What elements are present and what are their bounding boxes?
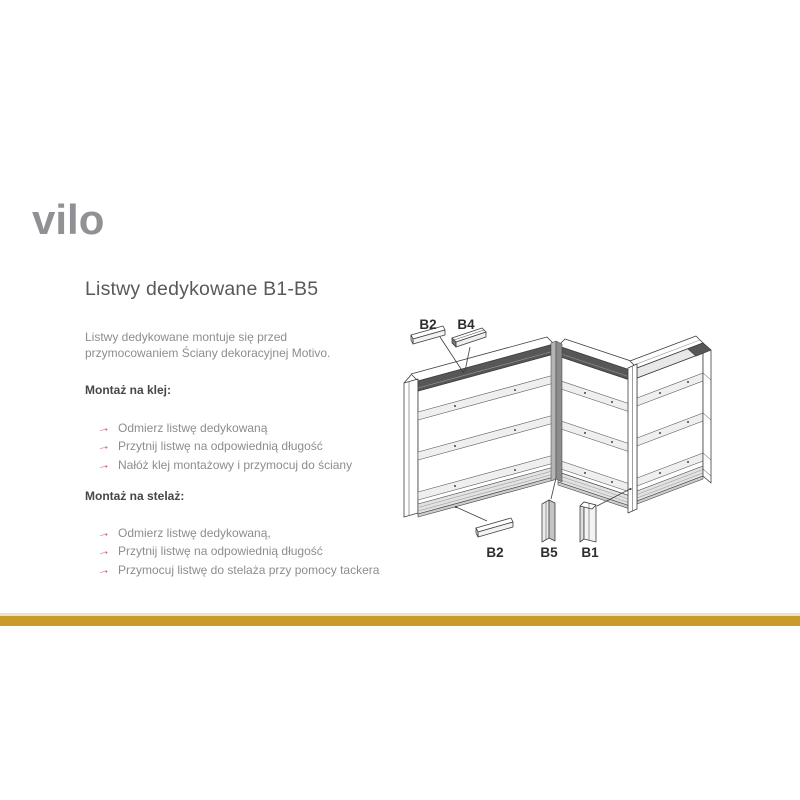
list-item <box>97 419 407 437</box>
leader-line <box>551 478 556 499</box>
arrow-bullet-icon: → <box>95 524 111 541</box>
screw-dot <box>687 461 689 463</box>
intro-line-1: Listwy dedykowane montuje się przed <box>85 330 288 344</box>
list-item <box>97 524 407 542</box>
arrow-bullet-icon: → <box>95 437 111 455</box>
label-b4-top: B4 <box>457 317 475 332</box>
label-b5-bottom: B5 <box>540 545 558 560</box>
screw-dot <box>514 389 516 391</box>
screw-dot <box>514 429 516 431</box>
arrow-bullet-icon: → <box>95 560 111 578</box>
glue-steps-list <box>97 419 407 474</box>
screw-dot <box>584 432 586 434</box>
accent-bar <box>0 616 800 626</box>
left-wall-end-cap <box>404 379 418 517</box>
screw-dot <box>514 469 516 471</box>
screw-dot <box>454 405 456 407</box>
leader-dot <box>455 506 457 508</box>
piece-b1 <box>580 502 596 542</box>
section-heading-glue: Montaż na klej: <box>85 383 172 397</box>
screw-dot <box>659 432 661 434</box>
intro-paragraph <box>85 329 385 361</box>
screw-dot <box>687 381 689 383</box>
screw-dot <box>659 472 661 474</box>
list-item <box>97 456 407 474</box>
screw-dot <box>611 441 613 443</box>
list-item-label: Przytnij listwę na odpowiednią długość <box>118 544 323 559</box>
list-item-label: Odmierz listwę dedykowaną <box>118 421 268 435</box>
list-item <box>97 542 407 560</box>
list-item <box>97 561 407 579</box>
screw-dot <box>659 392 661 394</box>
screw-dot <box>611 481 613 483</box>
intro-line-2: przymocowaniem Ściany dekoracyjnej Motivo. <box>85 346 331 360</box>
inside-corner-strip <box>556 341 562 482</box>
screw-dot <box>454 485 456 487</box>
list-item-label: Przytnij listwę na odpowiednią długość <box>118 439 323 454</box>
label-b1-bottom: B1 <box>581 545 599 560</box>
screw-dot <box>584 472 586 474</box>
screw-dot <box>584 392 586 394</box>
list-item-label: Przymocuj listwę do stelaża przy pomocy tackera <box>118 562 380 577</box>
section-heading-frame: Montaż na stelaż: <box>85 489 185 503</box>
arrow-bullet-icon: → <box>95 542 111 560</box>
screw-dot <box>611 401 613 403</box>
list-item-label: Odmierz listwę dedykowaną, <box>118 526 271 540</box>
label-b2-bottom: B2 <box>486 545 504 560</box>
piece-b2-bottom <box>476 518 513 537</box>
piece-b5 <box>542 500 555 542</box>
inside-corner-strip <box>551 341 556 481</box>
leader-dot <box>462 371 464 373</box>
list-item-label: Nałóż klej montażowy i przymocuj do ściany <box>118 457 353 472</box>
list-item <box>97 437 407 455</box>
leader-line <box>456 507 487 521</box>
vilo-logo: vilo <box>32 196 105 243</box>
arrow-bullet-icon: → <box>95 419 111 436</box>
arrow-bullet-icon: → <box>95 455 111 473</box>
screw-dot <box>454 445 456 447</box>
installation-diagram <box>395 295 720 595</box>
page-title: Listwy dedykowane B1-B5 <box>85 278 319 300</box>
label-b2-top: B2 <box>419 317 437 332</box>
screw-dot <box>687 421 689 423</box>
far-wall-end-cap <box>703 343 711 483</box>
frame-steps-list <box>97 524 407 579</box>
leader-dot <box>629 488 631 490</box>
